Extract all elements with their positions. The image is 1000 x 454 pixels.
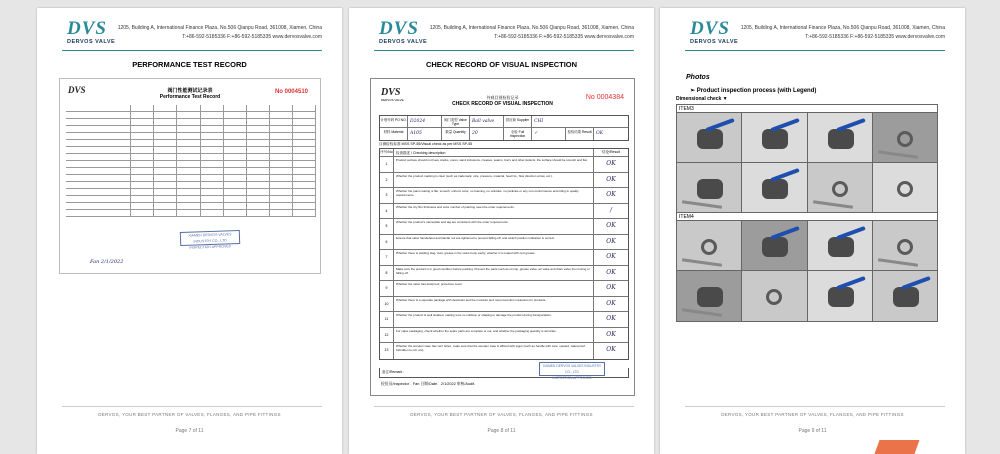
- test-record-grid: [66, 105, 316, 225]
- row-result: OK: [606, 346, 616, 353]
- inspection-stamp: [539, 362, 605, 380]
- row-result: /: [609, 206, 613, 214]
- document-page-9: [660, 8, 965, 454]
- logo-mark: DVS: [690, 18, 730, 39]
- table-row: [380, 188, 628, 204]
- checking-table: [379, 148, 629, 360]
- row-no: 4: [380, 204, 394, 219]
- logo-mark: DVS: [379, 18, 419, 39]
- item3-label: ITEM3: [677, 105, 937, 113]
- inspection-stamp: [180, 230, 240, 250]
- row-desc: Whether the wooden case has vent holes, make sure that the wooden case is affixed with signs (such as handle with care, upward, waterproof, forbidden to roll, etc).: [394, 343, 594, 359]
- address-line-2: T:+86-592-5185336 F:+86-592-5185335 www.dervosvalve.com: [494, 34, 634, 40]
- valve-type-label: 阀门类型 Valve Type: [442, 116, 470, 127]
- supplier-value: CHI: [534, 119, 544, 124]
- valve-photo: [677, 163, 742, 212]
- table-row: [380, 297, 628, 313]
- row-result: OK: [606, 253, 616, 260]
- valve-photo: [677, 271, 742, 321]
- scan-title-cn: 阀门性能测试记录表: [167, 88, 213, 94]
- corner-ribbon: [874, 440, 919, 454]
- address-line-2: T:+86-592-5185336 F:+86-592-5185335 www.dervosvalve.com: [805, 34, 945, 40]
- col-result-header: 结论/Result: [602, 150, 620, 154]
- row-desc: Whether the product's nameplate and tag are consistent with the order requirements.: [394, 219, 594, 234]
- po-value: D2024: [408, 116, 442, 127]
- row-no: 12: [380, 328, 394, 343]
- company-address: [118, 24, 322, 42]
- full-inspection-label: 全检 Full Inspection: [504, 128, 532, 140]
- table-row: [380, 219, 628, 235]
- quantity-value: 20: [470, 128, 504, 140]
- performance-test-scan: [59, 78, 321, 274]
- po-label: 计划号码 PO NO.: [380, 116, 408, 127]
- footer-rule: [374, 406, 634, 407]
- footer-tagline: DERVOS, YOUR BEST PARTNER OF VALVES, FLANGES, AND PIPE FITTINGS: [410, 412, 593, 417]
- table-row: [380, 312, 628, 328]
- photo-row: [677, 113, 937, 163]
- header-rule: [62, 50, 322, 51]
- row-result: OK: [606, 191, 616, 198]
- row-no: 11: [380, 312, 394, 327]
- table-row: [380, 328, 628, 344]
- page-number: Page 8 of 11: [487, 428, 516, 434]
- row-desc: Ensure that valve handwheel and handle nut are tightened to prevent falling off, and switch position indication is correct.: [394, 235, 594, 250]
- row-desc: Whether the paint coating is flat, smooth, uniform color, no foaming, no wrinkles, no particles or any non-conformance according to quality requirements.: [394, 188, 594, 203]
- row-result: OK: [606, 222, 616, 229]
- stamp-line-2: INSPECTION APPROVED: [552, 376, 592, 380]
- row-result: OK: [606, 299, 616, 307]
- row-no: 9: [380, 281, 394, 296]
- result-value: OK: [596, 131, 604, 136]
- valve-photo: [808, 113, 873, 162]
- row-desc: Whether there is a separate package with desiccant and the moisture and rust prevention measures for products.: [394, 297, 594, 312]
- address-line-2: T:+86-592-5185336 F:+86-592-5185335 www.dervosvalve.com: [182, 34, 322, 40]
- photo-row: [677, 163, 937, 213]
- valve-photo: [742, 113, 807, 162]
- valve-photo: [873, 221, 937, 270]
- photo-table: [676, 104, 938, 322]
- scan-logo-sub: DERVOS VALVE: [381, 98, 404, 102]
- valve-photo: [873, 271, 937, 321]
- row-no: 8: [380, 266, 394, 281]
- record-number: No 0004384: [585, 94, 624, 101]
- table-row: [380, 235, 628, 251]
- stamp-line-1: XIAMEN DERVOS VALVES INDUSTRY CO., LTD: [188, 232, 232, 244]
- table-row: [380, 173, 628, 189]
- valve-photo: [873, 163, 937, 212]
- footer-tagline: DERVOS, YOUR BEST PARTNER OF VALVES, FLANGES, AND PIPE FITTINGS: [721, 412, 904, 417]
- header-rule: [685, 50, 945, 51]
- full-inspection-value: ✓: [532, 128, 566, 140]
- valve-photo: [808, 271, 873, 321]
- row-result: OK: [606, 330, 616, 338]
- row-desc: Whether the product marking is clear (such as trademark, size, pressure, material, heat No., flow direction arrow, etc.).: [394, 173, 594, 188]
- document-page-8: [349, 8, 654, 454]
- visual-inspection-scan: [370, 78, 635, 396]
- col-no-header: 序号/No: [380, 150, 393, 154]
- photo-row: [677, 271, 937, 321]
- col-desc-header: 检查描述 / Checking description: [394, 149, 594, 156]
- scan-title-cn: 外观目视检验记录: [486, 95, 519, 100]
- row-result: OK: [606, 237, 616, 245]
- page-number: Page 7 of 11: [175, 428, 204, 434]
- table-row: [380, 281, 628, 297]
- valve-photo: [677, 221, 742, 270]
- dimensional-check-label: Dimensional check ▼: [676, 96, 728, 102]
- table-row: [380, 157, 628, 173]
- table-row: [380, 250, 628, 266]
- inspection-standard: 目测检验标准 MSS SP-55/Visual check as per MSS SP-55: [379, 142, 473, 146]
- remark-field: 备注/Remark：: [379, 368, 629, 378]
- material-label: 材料 Material: [380, 128, 408, 140]
- page-header: [349, 8, 654, 54]
- address-line-1: 1205, Building A, International Finance Plaza, No.506 Qianpu Road, 361008, Xiamen, China: [117, 25, 322, 31]
- table-row: [380, 266, 628, 282]
- photo-row: [677, 221, 937, 271]
- inspector-signature: Fan 2/1/2022: [90, 259, 124, 265]
- scan-title-en: CHECK RECORD OF VISUAL INSPECTION: [452, 101, 553, 107]
- logo-subtitle: DERVOS VALVE: [67, 39, 116, 45]
- company-address: [741, 24, 945, 42]
- address-line-1: 1205, Building A, International Finance Plaza, No.506 Qianpu Road, 361008, Xiamen, China: [429, 25, 634, 31]
- row-no: 13: [380, 343, 394, 359]
- row-no: 10: [380, 297, 394, 312]
- record-number: No 0004510: [274, 89, 308, 95]
- row-desc: Whether the valve has dustproof, protective cover.: [394, 281, 594, 296]
- result-label: 检验结果 Result: [566, 128, 594, 140]
- footer-rule: [62, 406, 322, 407]
- stamp-line-1: XIAMEN DERVOS VALVES INDUSTRY CO., LTD: [542, 364, 602, 374]
- scan-title-en: Performance Test Record: [159, 94, 221, 100]
- row-result: OK: [606, 284, 616, 291]
- scan-logo: DVS: [68, 85, 86, 95]
- header-rule: [374, 50, 634, 51]
- page-title: CHECK RECORD OF VISUAL INSPECTION: [425, 60, 578, 69]
- page-number: Page 9 of 11: [798, 428, 827, 434]
- document-page-7: [37, 8, 342, 454]
- row-result: OK: [606, 160, 616, 167]
- row-no: 2: [380, 173, 394, 188]
- valve-photo: [873, 113, 937, 162]
- row-desc: Whether the product is well isolated, making sure no collision or shaking to damage the product during transportation.: [394, 312, 594, 327]
- row-desc: Whether the dry film thickness and color number of painting meet the order requirements.: [394, 204, 594, 219]
- row-desc: Product surface should not have cracks, pores, sand inclusions, creases, seams, burrs and other defects, the surface should be smooth and flat.: [394, 157, 594, 172]
- logo-subtitle: DERVOS VALVE: [379, 39, 428, 45]
- valve-photo: [742, 271, 807, 321]
- page-header: [660, 8, 965, 54]
- inspector-sign-line: 检验员/Inspector：Fan 日期/Date：2/1/2022 审核/Audit：: [381, 382, 478, 386]
- valve-photo: [808, 221, 873, 270]
- row-no: 7: [380, 250, 394, 265]
- row-no: 5: [380, 219, 394, 234]
- row-result: OK: [606, 315, 616, 322]
- address-line-1: 1205, Building A, International Finance Plaza, No.506 Qianpu Road, 361008, Xiamen, China: [740, 25, 945, 31]
- logo-subtitle: DERVOS VALVE: [690, 39, 739, 45]
- row-no: 6: [380, 235, 394, 250]
- row-desc: For valve packaging, check whether the spare parts are complete or not, and whether the packaging quantity is accurate.: [394, 328, 594, 343]
- inspection-header-table: [379, 115, 629, 141]
- stamp-line-2: INSPECTION APPROVED: [189, 244, 232, 250]
- photos-heading: Photos: [686, 74, 710, 81]
- row-result: OK: [606, 268, 616, 276]
- quantity-label: 数量 Quantity: [442, 128, 470, 140]
- valve-type-value: Ball valve: [470, 116, 504, 127]
- footer-tagline: DERVOS, YOUR BEST PARTNER OF VALVES, FLANGES, AND PIPE FITTINGS: [98, 412, 281, 417]
- material-value: A105: [408, 128, 442, 140]
- item4-label: ITEM4: [677, 213, 937, 221]
- scan-logo: DVS: [381, 87, 401, 98]
- process-heading: ➢ Product inspection process (with Legend): [690, 88, 817, 94]
- table-row: [380, 343, 628, 359]
- row-result: OK: [606, 175, 616, 183]
- page-header: [37, 8, 342, 54]
- table-row: [380, 204, 628, 220]
- valve-photo: [742, 163, 807, 212]
- logo-mark: DVS: [67, 18, 107, 39]
- row-desc: Whether there is welding slag, dust, grease in the valve body cavity, whether it is coated with rust grease.: [394, 250, 594, 265]
- supplier-label: 供应商 Supplier: [504, 116, 532, 127]
- table-header-row: [380, 149, 628, 157]
- valve-photo: [677, 113, 742, 162]
- valve-photo: [742, 221, 807, 270]
- row-desc: Make sure the product is in good condition before packing. Prevent the parts such as oil cup, grease valve, air valve and drain valve from losing or falling off.: [394, 266, 594, 281]
- page-title: PERFORMANCE TEST RECORD: [132, 60, 247, 69]
- footer-rule: [685, 406, 945, 407]
- row-no: 1: [380, 157, 394, 172]
- row-no: 3: [380, 188, 394, 203]
- valve-photo: [808, 163, 873, 212]
- company-address: [430, 24, 634, 42]
